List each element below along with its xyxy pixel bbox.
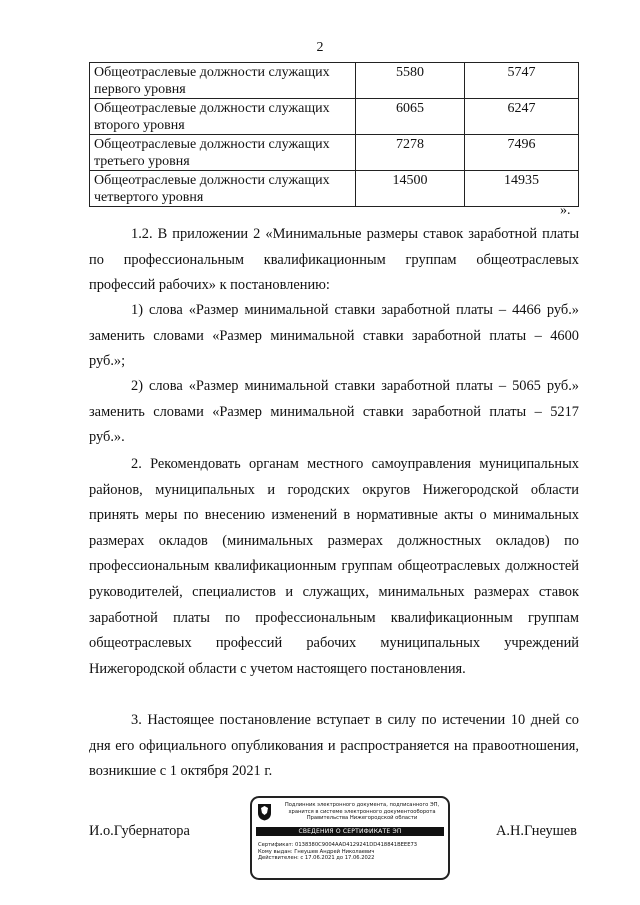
signatory-position: И.о.Губернатора — [89, 823, 190, 839]
table-cell-name: Общеотраслевые должности служащих четвертого уровня — [90, 171, 356, 207]
signatory-name: А.Н.Гнеушев — [496, 823, 577, 839]
table-cell-name: Общеотраслевые должности служащих третьего уровня — [90, 135, 356, 171]
table-cell-value: 14500 — [356, 171, 465, 207]
table-row — [90, 63, 579, 99]
table-row — [90, 135, 579, 171]
table-cell-name: Общеотраслевые должности служащих второго уровня — [90, 99, 356, 135]
stamp-issued-to: Кому выдан: Гнеушев Андрей Николаевич — [258, 848, 375, 855]
page-number: 2 — [316, 40, 324, 55]
salary-table — [89, 62, 579, 207]
quote-close: ». — [560, 203, 571, 218]
table-cell-value: 6247 — [465, 99, 579, 135]
table-cell-value: 5747 — [465, 63, 579, 99]
coat-of-arms-icon — [257, 803, 272, 821]
table-cell-value: 6065 — [356, 99, 465, 135]
stamp-certificate: Сертификат: 0138380C9004AAD4129241DD418841BEEE73 — [258, 842, 418, 848]
table-cell-value: 7496 — [465, 135, 579, 171]
stamp-valid: Действителен: с 17.06.2021 до 17.06.2022 — [258, 855, 375, 862]
paragraph-3: 3. Настоящее постановление вступает в силу по истечении 10 дней со дня его официального опубликования и распространяется на правоотношения, возникшие с 1 октября 2021 г. — [89, 712, 579, 780]
table-cell-value: 14935 — [465, 171, 579, 207]
stamp-title: СВЕДЕНИЯ О СЕРТИФИКАТЕ ЭП — [256, 827, 444, 836]
paragraph-item-1: 1) слова «Размер минимальной ставки заработной платы – 4466 руб.» заменить словами «Размер минимальной ставки заработной платы – 4600 руб.»; — [89, 302, 579, 370]
table-row — [90, 171, 579, 207]
table-cell-value: 7278 — [356, 135, 465, 171]
table-row — [90, 99, 579, 135]
paragraph-2: 2. Рекомендовать органам местного самоуправления муниципальных районов, муниципальных и городских округов Нижегородской области принять меры по внесению изменений в нормативные акты о минимальных размерах окладов (минимальных размерах должностных окладов) по профессиональным квалификационным группам общеотраслевых должностей руководителей, специалистов и служащих, минимальных размерах ставок заработной платы по профессиональным квалификационным группам общеотраслевых профессий рабочих муниципальных учреждений Нижегородской области с учетом настоящего постановления. — [89, 456, 579, 677]
stamp-header: Подлинник электронного документа, подписанного ЭП, хранится в системе электронного документооборота Правительства Нижегородской области — [284, 802, 440, 822]
e-signature-stamp — [250, 796, 450, 880]
table-cell-value: 5580 — [356, 63, 465, 99]
paragraph-item-2: 2) слова «Размер минимальной ставки заработной платы – 5065 руб.» заменить словами «Размер минимальной ставки заработной платы – 5217 руб.». — [89, 378, 579, 446]
table-cell-name: Общеотраслевые должности служащих первого уровня — [90, 63, 356, 99]
paragraph-1-2: 1.2. В приложении 2 «Минимальные размеры ставок заработной платы по профессиональным квалификационным группам общеотраслевых профессий рабочих» к постановлению: — [89, 226, 579, 294]
